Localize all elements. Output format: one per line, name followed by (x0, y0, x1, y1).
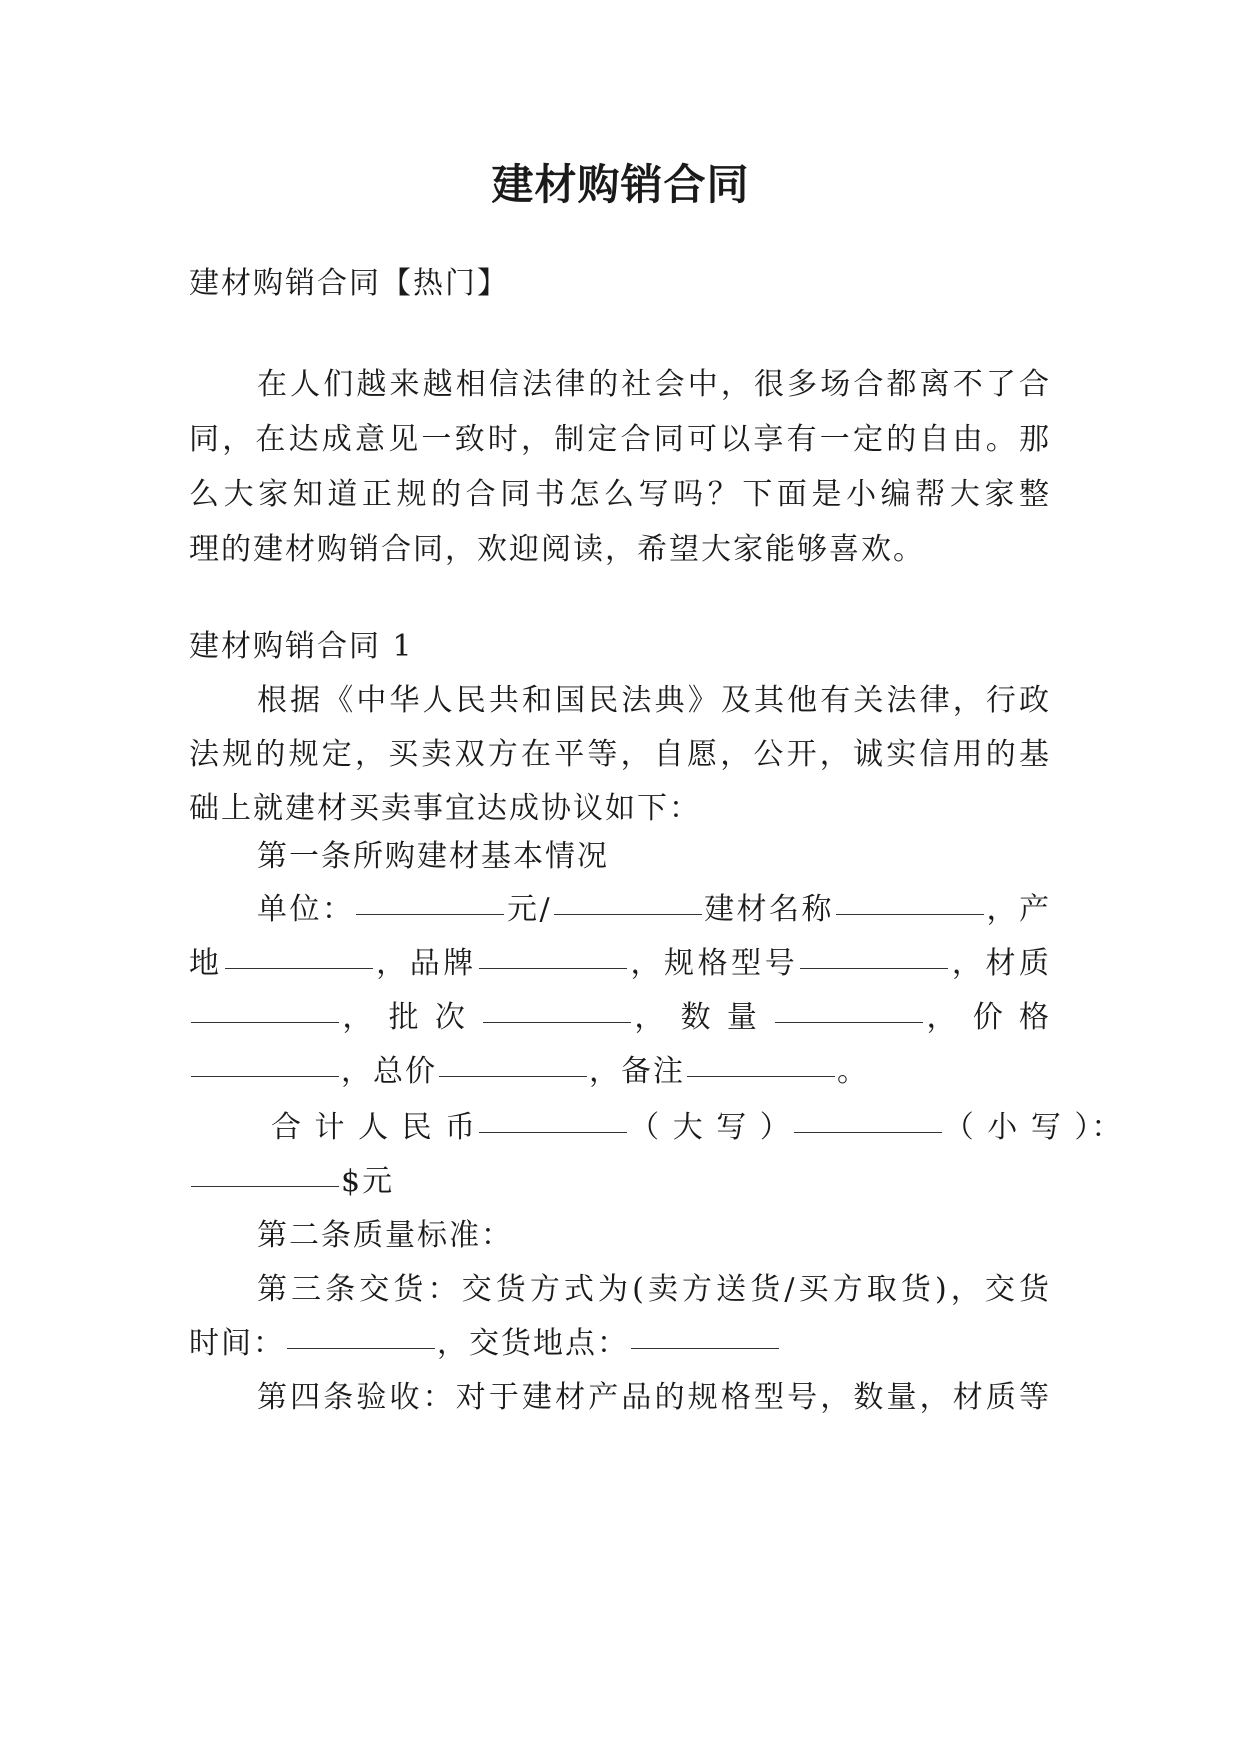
spec-label: ，规格型号 (628, 946, 799, 981)
blank-field (631, 1347, 779, 1349)
intro-line-1: 在人们越来越相信法律的社会中，很多场合都离不了合 (257, 367, 1051, 402)
article2: 第二条质量标准： (257, 1218, 513, 1253)
total-label: ，总价 (341, 1054, 437, 1089)
blank-field (479, 1131, 627, 1133)
section-heading: 建材购销合同 1 (189, 629, 414, 664)
blank-field (191, 1021, 339, 1023)
article1-line-4 (189, 1044, 1051, 1100)
material-label: ，材质 (950, 946, 1052, 981)
origin-label-end: 地 (189, 946, 223, 981)
article1-line-2 (189, 936, 1051, 992)
blank-field (794, 1131, 942, 1133)
brand-label: ，品牌 (374, 946, 477, 981)
article3-line-1: 第三条交货：交货方式为(卖方送货/买方取货)，交货 (257, 1272, 1051, 1307)
document-subtitle: 建材购销合同【热门】 (189, 266, 509, 301)
blank-field (483, 1021, 631, 1023)
article1-heading: 第一条所购建材基本情况 (257, 839, 609, 874)
blank-field (554, 913, 702, 915)
delivery-time-label: 时间： (189, 1326, 285, 1361)
blank-field (225, 967, 373, 969)
article3-line-2 (189, 1316, 1051, 1372)
currency-label: $元 (341, 1164, 395, 1199)
blank-field (479, 967, 627, 969)
quantity-label: ， 数 量 (633, 1000, 761, 1035)
blank-field (356, 913, 504, 915)
intro-line-2: 同，在达成意见一致时，制定合同可以享有一定的自由。那 (189, 422, 1051, 457)
blank-field (687, 1075, 835, 1077)
article1-line-1 (257, 882, 1051, 938)
blank-field (191, 1185, 339, 1187)
blank-field (775, 1021, 923, 1023)
material-name-label: 建材名称 (703, 892, 835, 927)
article4-line-1: 第四条验收：对于建材产品的规格型号，数量，材质等 (257, 1380, 1051, 1415)
para1-line-1: 根据《中华人民共和国民法典》及其他有关法律，行政 (257, 683, 1051, 718)
period: 。 (837, 1054, 869, 1089)
unit-label: 单位： (257, 892, 355, 927)
intro-line-3: 么大家知道正规的合同书怎么写吗？下面是小编帮大家整 (189, 477, 1051, 512)
lower-case-label: （ 小 写 ）： (943, 1110, 1124, 1145)
document-title: 建材购销合同 (491, 160, 750, 209)
blank-field (191, 1075, 339, 1077)
origin-label-start: ，产 (986, 892, 1052, 927)
blank-field (287, 1347, 435, 1349)
price-label: ， 价 格 (925, 1000, 1051, 1035)
article1-line-3 (189, 990, 1051, 1046)
para1-line-2: 法规的规定，买卖双方在平等，自愿，公开，诚实信用的基 (189, 737, 1051, 772)
para1-line-3: 础上就建材买卖事宜达成协议如下： (189, 791, 701, 826)
intro-line-4: 理的建材购销合同，欢迎阅读，希望大家能够喜欢。 (189, 532, 925, 567)
blank-field (439, 1075, 587, 1077)
upper-case-label: （ 大 写 ） (629, 1110, 792, 1145)
remark-label: ，备注 (589, 1054, 685, 1089)
delivery-place-label: ，交货地点： (437, 1326, 629, 1361)
batch-label: ， 批 次 (341, 1000, 469, 1035)
total-rmb-line-2 (189, 1154, 1051, 1210)
total-rmb-label: 合 计 人 民 币 (271, 1110, 478, 1145)
blank-field (836, 913, 984, 915)
yuan-per-label: 元/ (506, 892, 552, 927)
blank-field (800, 967, 948, 969)
total-rmb-line-1 (271, 1100, 1124, 1156)
